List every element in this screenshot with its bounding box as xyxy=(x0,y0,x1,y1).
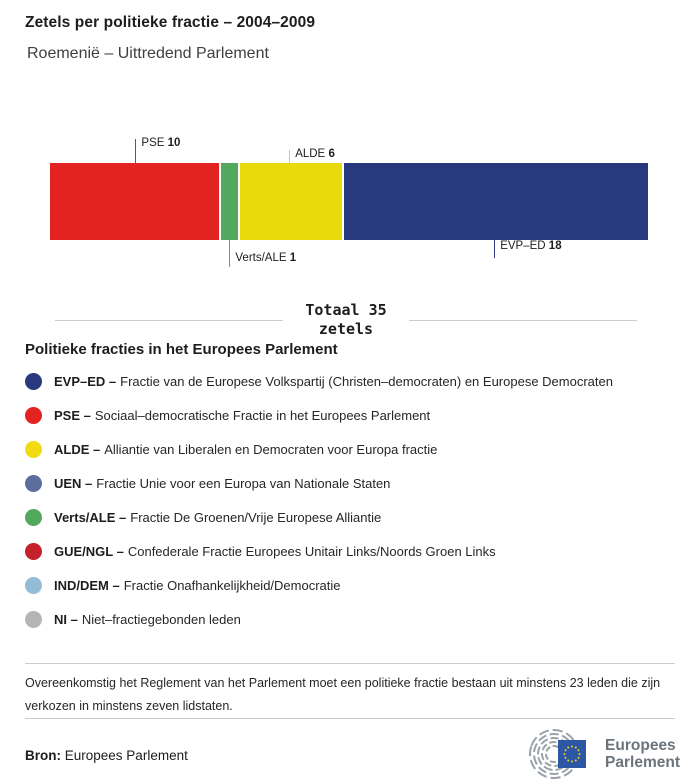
footnote-divider-bottom xyxy=(25,718,675,719)
legend-item-evp-ed xyxy=(25,364,685,398)
legend-dot xyxy=(25,475,42,492)
legend-abbr: ALDE – xyxy=(54,441,101,457)
bar-segment-alde[interactable] xyxy=(240,163,341,240)
legend-desc: Fractie Unie voor een Europa van Nationale Staten xyxy=(96,475,391,491)
source-label: Bron: xyxy=(25,748,61,763)
page-subtitle: Roemenië – Uittredend Parlement xyxy=(27,45,269,62)
page-title: Zetels per politieke fractie – 2004–2009 xyxy=(25,14,316,31)
legend-item-ni xyxy=(25,602,685,636)
divider-left xyxy=(55,320,283,321)
ep-logo-line1: Europees xyxy=(605,737,676,754)
legend-dot xyxy=(25,441,42,458)
legend-dot xyxy=(25,611,42,628)
legend-item-ind-dem xyxy=(25,568,685,602)
eu-flag-icon xyxy=(558,740,586,768)
callout-label: ALDE 6 xyxy=(295,148,335,160)
legend-text xyxy=(54,578,341,593)
legend-text xyxy=(54,476,390,491)
legend-abbr: GUE/NGL – xyxy=(54,543,124,559)
legend-dot xyxy=(25,543,42,560)
legend-desc: Fractie Onafhankelijkheid/Democratie xyxy=(123,577,341,593)
total-line1: Totaal 35 xyxy=(305,301,387,319)
legend-list xyxy=(25,364,685,636)
legend-abbr: EVP–ED – xyxy=(54,373,117,389)
ep-logo xyxy=(523,726,680,782)
legend-item-gue-ngl xyxy=(25,534,685,568)
legend-text xyxy=(54,374,613,389)
divider-right xyxy=(409,320,637,321)
bar-segment-pse[interactable] xyxy=(50,163,219,240)
callout-alde xyxy=(289,148,335,163)
stacked-bar xyxy=(50,163,648,240)
source-value: Europees Parlement xyxy=(64,748,188,763)
total-seats xyxy=(55,301,637,339)
legend-text xyxy=(54,612,241,627)
legend-desc: Fractie De Groenen/Vrije Europese Alliantie xyxy=(130,509,382,525)
footnote-divider-top xyxy=(25,663,675,664)
bar-segment-evp-ed[interactable] xyxy=(344,163,648,240)
legend-text xyxy=(54,510,381,525)
callout-evp-ed xyxy=(494,240,562,258)
legend-desc: Fractie van de Europese Volkspartij (Christen–democraten) en Europese Democraten xyxy=(120,373,613,389)
callout-label: PSE 10 xyxy=(141,137,181,149)
footnote: Overeenkomstig het Reglement van het Parlement moet een politieke fractie bestaan uit minstens 23 leden die zijn verkozen in minstens zeven lidstaten. xyxy=(25,676,661,713)
legend-text xyxy=(54,442,437,457)
legend-text xyxy=(54,408,430,423)
legend-dot xyxy=(25,407,42,424)
legend-dot xyxy=(25,577,42,594)
legend-abbr: NI – xyxy=(54,611,78,627)
legend-item-uen xyxy=(25,466,685,500)
legend-abbr: UEN – xyxy=(54,475,93,491)
legend-heading: Politieke fracties in het Europees Parlement xyxy=(25,341,338,358)
legend-abbr: Verts/ALE – xyxy=(54,509,127,525)
bar-segment-verts-ale[interactable] xyxy=(221,163,238,240)
callout-verts-ale xyxy=(229,240,297,267)
ep-logo-line2: Parlement xyxy=(605,754,680,771)
legend-desc: Niet–fractiegebonden leden xyxy=(81,611,241,627)
total-line2: zetels xyxy=(318,320,374,338)
legend-item-pse xyxy=(25,398,685,432)
legend-dot xyxy=(25,509,42,526)
total-seats-label xyxy=(305,301,386,339)
ep-logo-text xyxy=(605,737,680,771)
source xyxy=(25,748,188,763)
legend-item-alde xyxy=(25,432,685,466)
legend-desc: Confederale Fractie Europees Unitair Links/Noords Groen Links xyxy=(127,543,496,559)
legend-item-verts-ale xyxy=(25,500,685,534)
legend-desc: Alliantie van Liberalen en Democraten voor Europa fractie xyxy=(104,441,438,457)
callout-label: EVP–ED 18 xyxy=(500,240,562,252)
legend-text xyxy=(54,544,496,559)
callout-pse xyxy=(135,137,181,163)
legend-abbr: IND/DEM – xyxy=(54,577,120,593)
ep-hemicycle-flag-icon xyxy=(523,726,597,782)
legend-abbr: PSE – xyxy=(54,407,91,423)
legend-dot xyxy=(25,373,42,390)
legend-desc: Sociaal–democratische Fractie in het Europees Parlement xyxy=(94,407,431,423)
seats-bar-chart xyxy=(0,130,700,275)
callout-label: Verts/ALE 1 xyxy=(235,252,297,264)
